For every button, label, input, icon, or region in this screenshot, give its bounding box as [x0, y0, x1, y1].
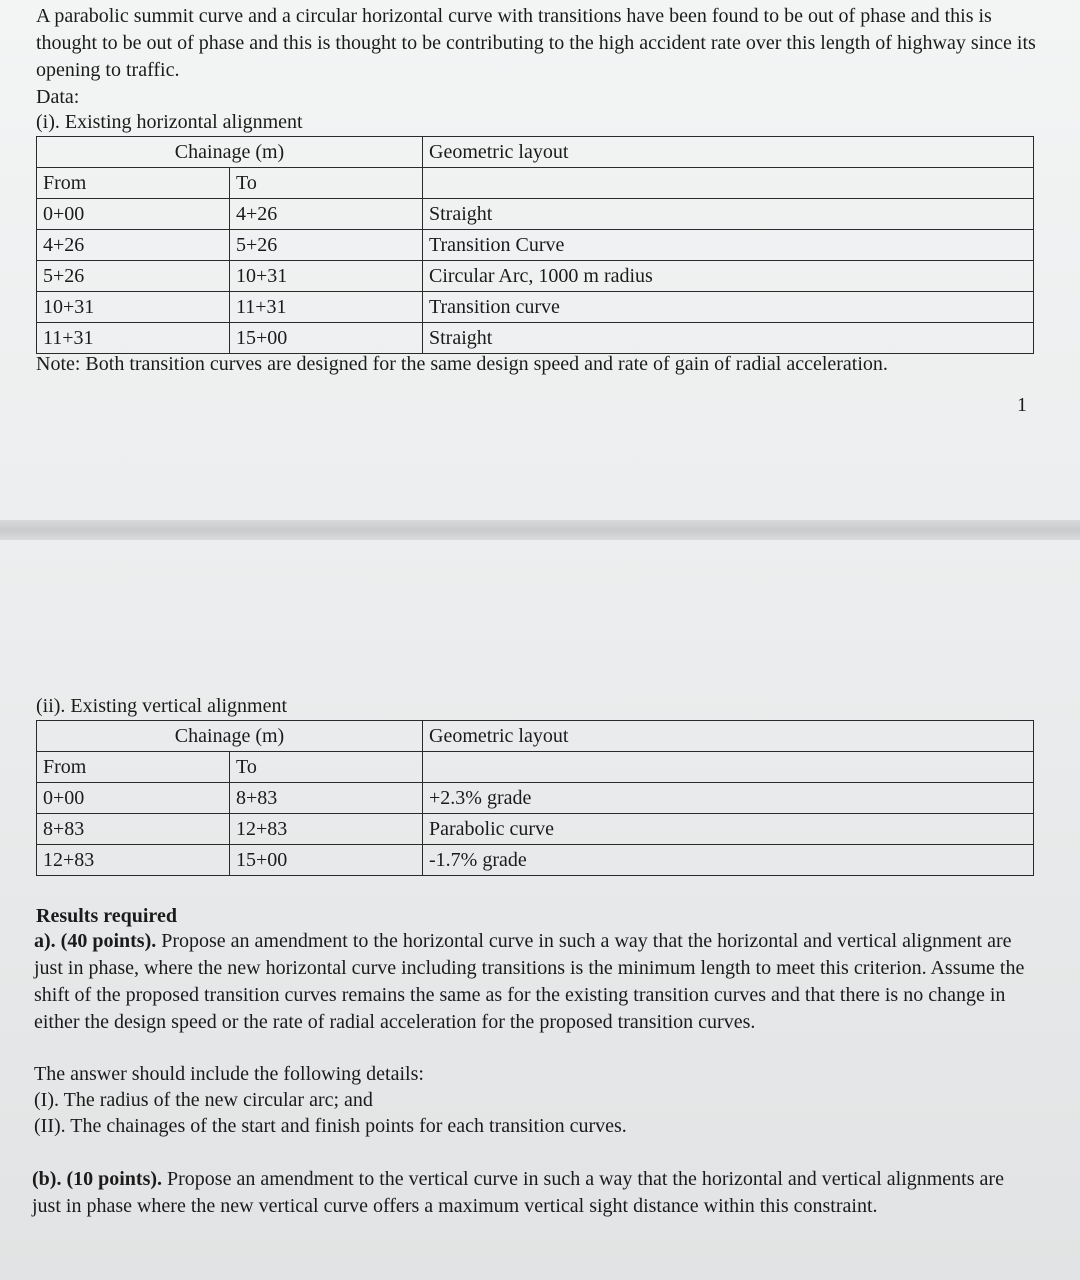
detail-item-1: (I). The radius of the new circular arc; and — [34, 1089, 373, 1111]
page-separator — [0, 520, 1080, 540]
cell-layout: Straight — [423, 323, 1034, 354]
page-number: 1 — [1017, 394, 1027, 416]
cell-layout: Transition Curve — [423, 230, 1034, 261]
table-row — [37, 845, 1034, 876]
cell-layout: -1.7% grade — [423, 845, 1034, 876]
cell-to: 5+26 — [230, 230, 423, 261]
horizontal-alignment-title: (i). Existing horizontal alignment — [36, 111, 303, 133]
table-header-row — [37, 137, 1034, 168]
table-row — [37, 261, 1034, 292]
cell-to: 15+00 — [230, 845, 423, 876]
header-to: To — [230, 752, 423, 783]
cell-from: 5+26 — [37, 261, 230, 292]
cell-layout: Parabolic curve — [423, 814, 1034, 845]
part-a-text: Propose an amendment to the horizontal curve in such a way that the horizontal and vertical alignment are just in phase, where the new horizontal curve including transitions is the minimum length to meet this criterion. Assume the shift of the proposed transition curves remains the same as for the existing transition curves and that there is no change in either the design speed or the rate of radial acceleration for the proposed transition curves. — [34, 930, 1025, 1033]
part-b-text: Propose an amendment to the vertical curve in such a way that the horizontal and vertical alignments are just in phase where the new vertical curve offers a maximum vertical sight distance within this constraint. — [32, 1168, 1004, 1217]
header-empty — [423, 168, 1034, 199]
cell-layout: +2.3% grade — [423, 783, 1034, 814]
table-header-row — [37, 721, 1034, 752]
intro-paragraph: A parabolic summit curve and a circular horizontal curve with transitions have been found to be out of phase and this is thought to be out of phase and this is thought to be contributing to the high accident rate over this length of highway since its opening to traffic. — [36, 5, 1036, 81]
header-empty — [423, 752, 1034, 783]
table-row — [37, 230, 1034, 261]
cell-layout: Transition curve — [423, 292, 1034, 323]
part-b-label: (b). (10 points). — [32, 1168, 163, 1190]
table-row — [37, 814, 1034, 845]
horizontal-alignment-table — [36, 136, 1034, 354]
cell-from: 10+31 — [37, 292, 230, 323]
part-b-paragraph — [32, 1166, 1032, 1220]
cell-to: 10+31 — [230, 261, 423, 292]
header-chainage: Chainage (m) — [37, 721, 423, 752]
header-chainage: Chainage (m) — [37, 137, 423, 168]
cell-from: 8+83 — [37, 814, 230, 845]
table-subheader-row — [37, 168, 1034, 199]
cell-layout: Straight — [423, 199, 1034, 230]
header-to: To — [230, 168, 423, 199]
details-intro: The answer should include the following details: — [34, 1063, 424, 1085]
table-subheader-row — [37, 752, 1034, 783]
data-label: Data: — [36, 86, 80, 108]
cell-to: 11+31 — [230, 292, 423, 323]
table-row — [37, 199, 1034, 230]
cell-to: 15+00 — [230, 323, 423, 354]
cell-from: 0+00 — [37, 199, 230, 230]
header-geometric-layout: Geometric layout — [423, 137, 1034, 168]
cell-from: 0+00 — [37, 783, 230, 814]
cell-from: 12+83 — [37, 845, 230, 876]
cell-to: 8+83 — [230, 783, 423, 814]
cell-layout: Circular Arc, 1000 m radius — [423, 261, 1034, 292]
vertical-alignment-title: (ii). Existing vertical alignment — [36, 695, 288, 717]
cell-to: 4+26 — [230, 199, 423, 230]
vertical-alignment-table — [36, 720, 1034, 876]
transition-note: Note: Both transition curves are designed for the same design speed and rate of gain of radial acceleration. — [36, 353, 888, 375]
part-a-label: a). (40 points). — [34, 930, 157, 952]
detail-item-2: (II). The chainages of the start and finish points for each transition curves. — [34, 1115, 627, 1137]
header-from: From — [37, 168, 230, 199]
part-a-paragraph — [34, 928, 1034, 1036]
table-row — [37, 292, 1034, 323]
table-row — [37, 323, 1034, 354]
cell-from: 4+26 — [37, 230, 230, 261]
table-row — [37, 783, 1034, 814]
header-from: From — [37, 752, 230, 783]
cell-to: 12+83 — [230, 814, 423, 845]
header-geometric-layout: Geometric layout — [423, 721, 1034, 752]
results-heading: Results required — [36, 905, 177, 927]
cell-from: 11+31 — [37, 323, 230, 354]
